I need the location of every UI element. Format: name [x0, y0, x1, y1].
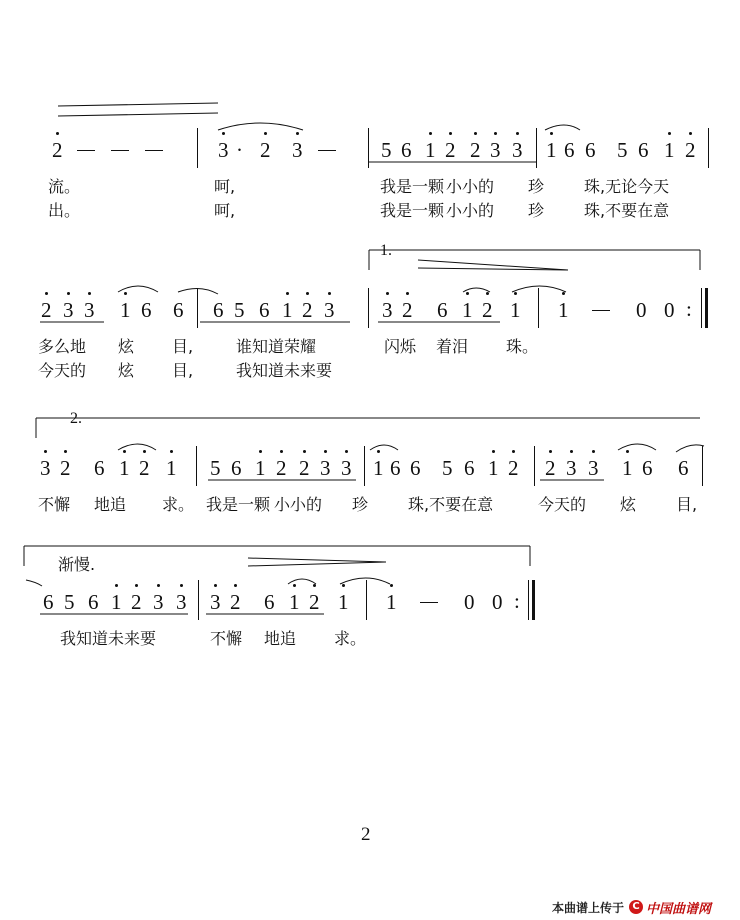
lyric: 求。: [162, 495, 195, 514]
lyric: 目,: [172, 361, 194, 380]
barline: [538, 288, 539, 328]
note: 1: [282, 298, 293, 322]
site-name[interactable]: 中国曲谱网: [646, 901, 712, 917]
lyric: 呵,: [214, 177, 236, 196]
note-dot: ·: [236, 138, 243, 162]
note: 0: [664, 298, 675, 322]
note: 3: [84, 298, 95, 322]
lyric: 珠,不要在意: [584, 201, 670, 220]
note: 2: [230, 590, 241, 614]
lyric: 今天的: [38, 361, 87, 380]
ending-2-label: 2.: [70, 410, 82, 427]
note: 1: [373, 456, 384, 480]
note: 1: [338, 590, 349, 614]
dash: [111, 150, 129, 151]
barline: [196, 446, 197, 486]
note: 1: [166, 456, 177, 480]
lyric: 我是一颗: [206, 495, 271, 514]
note: 2: [470, 138, 481, 162]
note: 2: [685, 138, 696, 162]
notes-row-3: [0, 456, 740, 480]
note: 6: [213, 298, 224, 322]
lyric: 着泪: [436, 337, 469, 356]
note: 1: [111, 590, 122, 614]
notes-row-2: [0, 298, 740, 322]
lyric: 目,: [172, 337, 194, 356]
note: 3: [588, 456, 599, 480]
lyric: 我是一颗: [380, 201, 445, 220]
ending-1-label: 1.: [380, 242, 392, 259]
barline-final: [532, 580, 535, 620]
note: 2: [445, 138, 456, 162]
note: 2: [402, 298, 413, 322]
note: 3: [292, 138, 303, 162]
note: 3: [176, 590, 187, 614]
note: 1: [546, 138, 557, 162]
lyric: 多么地: [38, 337, 87, 356]
note: 6: [642, 456, 653, 480]
note: 2: [260, 138, 271, 162]
lyric: 小小的: [446, 177, 495, 196]
repeat-sign: :: [686, 297, 692, 321]
note: 5: [381, 138, 392, 162]
note: 2: [131, 590, 142, 614]
note: 3: [40, 456, 51, 480]
barline: [534, 446, 535, 486]
lyric: 珠,无论今天: [584, 177, 670, 196]
note: 6: [43, 590, 54, 614]
note: 3: [512, 138, 523, 162]
site-logo-icon: C: [629, 900, 643, 914]
note: 1: [255, 456, 266, 480]
lyric: 呵,: [214, 201, 236, 220]
lyric: 我知道未来要: [60, 629, 157, 648]
note: 1: [488, 456, 499, 480]
barline: [368, 128, 369, 168]
note: 1: [386, 590, 397, 614]
lyric: 我是一颗: [380, 177, 445, 196]
notes-row-4: [0, 590, 740, 614]
note: 0: [464, 590, 475, 614]
note: 6: [464, 456, 475, 480]
note: 6: [231, 456, 242, 480]
note: 1: [119, 456, 130, 480]
note: 5: [210, 456, 221, 480]
dash: [318, 150, 336, 151]
dash: [145, 150, 163, 151]
note: 6: [401, 138, 412, 162]
note: 1: [425, 138, 436, 162]
page-number: 2: [361, 824, 371, 845]
barline: [702, 446, 703, 486]
note: 6: [564, 138, 575, 162]
dash: [420, 602, 438, 603]
barline: [366, 580, 367, 620]
note: 6: [141, 298, 152, 322]
note: 1: [558, 298, 569, 322]
note: 3: [324, 298, 335, 322]
note: 2: [302, 298, 313, 322]
note: 3: [566, 456, 577, 480]
note: 5: [234, 298, 245, 322]
note: 3: [63, 298, 74, 322]
lyric: 炫: [118, 337, 135, 356]
note: 3: [218, 138, 229, 162]
note: 6: [94, 456, 105, 480]
barline-final: [705, 288, 708, 328]
lyric: 我知道未来要: [236, 361, 333, 380]
note: 5: [64, 590, 75, 614]
note: 6: [437, 298, 448, 322]
lyric: 小小的: [274, 495, 323, 514]
barline: [708, 128, 709, 168]
note: 2: [309, 590, 320, 614]
lyric: 珠。: [506, 337, 539, 356]
lyric: 炫: [118, 361, 135, 380]
note: 3: [382, 298, 393, 322]
note: 3: [210, 590, 221, 614]
barline: [368, 288, 369, 328]
note: 6: [259, 298, 270, 322]
repeat-sign: :: [514, 589, 520, 613]
barline: [197, 128, 198, 168]
lyric: 地追: [264, 629, 297, 648]
barline: [198, 580, 199, 620]
lyric: 珠,不要在意: [408, 495, 494, 514]
dash: [77, 150, 95, 151]
footer: [552, 898, 711, 916]
lyric: 珍: [528, 201, 545, 220]
note: 3: [490, 138, 501, 162]
note: 2: [41, 298, 52, 322]
note: 6: [638, 138, 649, 162]
lyric: 闪烁: [384, 337, 417, 356]
note: 6: [173, 298, 184, 322]
barline: [528, 580, 529, 620]
lyric: 谁知道荣耀: [236, 337, 317, 356]
note: 1: [120, 298, 131, 322]
lyric: 不懈: [38, 495, 71, 514]
lyric: 地追: [94, 495, 127, 514]
lyric: 求。: [334, 629, 367, 648]
note: 6: [390, 456, 401, 480]
tempo-marking: 渐慢.: [58, 555, 96, 574]
note: 1: [510, 298, 521, 322]
lyric: 出。: [48, 201, 81, 220]
note: 6: [410, 456, 421, 480]
lyric: 流。: [48, 177, 81, 196]
note: 5: [617, 138, 628, 162]
barline: [197, 288, 198, 328]
barline: [536, 128, 537, 168]
lyric: 炫: [620, 495, 637, 514]
note: 3: [320, 456, 331, 480]
lyric: 不懈: [210, 629, 243, 648]
notes-row-1: [0, 138, 740, 162]
note: 2: [482, 298, 493, 322]
note: 2: [276, 456, 287, 480]
lyric: 今天的: [538, 495, 587, 514]
note: 2: [139, 456, 150, 480]
lyric: 珍: [528, 177, 545, 196]
lyric: 珍: [352, 495, 369, 514]
note: 2: [299, 456, 310, 480]
note: 2: [52, 138, 63, 162]
lyric: 小小的: [446, 201, 495, 220]
note: 5: [442, 456, 453, 480]
note: 1: [462, 298, 473, 322]
footer-text: 本曲谱上传于: [552, 900, 625, 915]
note: 0: [492, 590, 503, 614]
barline: [364, 446, 365, 486]
note: 6: [88, 590, 99, 614]
note: 2: [60, 456, 71, 480]
dash: [592, 310, 610, 311]
note: 6: [678, 456, 689, 480]
note: 6: [585, 138, 596, 162]
note: 3: [153, 590, 164, 614]
note: 1: [622, 456, 633, 480]
note: 2: [545, 456, 556, 480]
note: 3: [341, 456, 352, 480]
note: 1: [289, 590, 300, 614]
note: 2: [508, 456, 519, 480]
note: 0: [636, 298, 647, 322]
barline: [701, 288, 702, 328]
note: 1: [664, 138, 675, 162]
lyric: 目,: [676, 495, 698, 514]
note: 6: [264, 590, 275, 614]
